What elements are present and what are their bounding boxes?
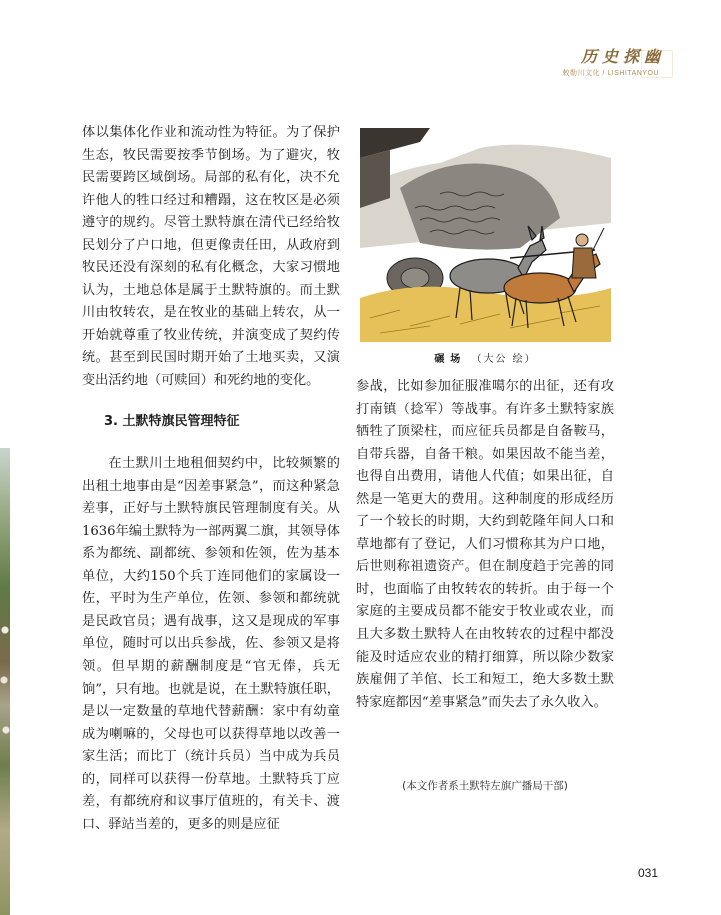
threshing-field-illustration xyxy=(360,128,611,342)
edge-photo-sheep xyxy=(0,610,10,790)
section-heading: 3. 土默特旗民管理特征 xyxy=(104,413,240,429)
column-title: 历史探幽 xyxy=(580,47,665,66)
column-subtitle: 敕勒川文化 / LISHITANYOU xyxy=(562,70,659,77)
right-text-column xyxy=(356,376,614,714)
caption-author: （大公 绘） xyxy=(471,354,537,365)
right-paragraph-1: 参战，比如参加征服准噶尔的出征，还有攻打南镇（捻军）等战事。有许多土默特家族牺牲了顶梁柱，而应征兵员都是自备鞍马，自带兵器，自备干粮。如果因故不能当差，也得自出费用，请他人代值；如果出征，自然是一笔更大的费用。这种制度的形成经历了一个较长的时期，大约到乾隆年间人口和草地都有了登记，人们习惯称其为户口地，后世则称祖遗资产。但在制度趋于完善的同时，也面临了由牧转农的转折。由于每一个家庭的主要成员都不能安于牧业或农业，而且大多数土默特人在由牧转农的过程中都没能及时适应农业的精打细算，所以除少数家族雇佣了羊倌、长工和短工，绝大多数土默特家庭都因“差事紧急”而失去了永久收入。 xyxy=(356,379,614,710)
left-text-column xyxy=(82,122,340,836)
page-number: 031 xyxy=(637,866,658,880)
left-paragraph-1: 体以集体化作业和流动性为特征。为了保护生态，牧民需要按季节倒场。为了避灾，牧民需要跨区域倒场。局部的私有化，决不允许他人的牲口经过和糟蹋，这在牧区是必须遵守的规约。尽管土默特旗在清代已经给牧民划分了户口地，但更像责任田，从政府到牧民还没有深刻的私有化概念，大家习惯地认为，土地总体是属于土默特旗的。而土默川由牧转农，是在牧业的基础上转农，从一开始就尊重了牧业传统，并演变成了契约传统。甚至到民国时期开始了土地买卖，又演变出活约地（可赎回）和死约地的变化。 xyxy=(82,125,340,389)
caption-title: 碾场 xyxy=(434,354,467,365)
illustration-caption xyxy=(360,350,611,365)
author-note: (本文作者系土默特左旗广播局干部) xyxy=(402,780,568,792)
left-paragraph-2: 在土默川土地租佃契约中，比较频繁的出租土地事由是“因差事紧急”，而这种紧急差事，正好与土默特旗民管理制度有关。从1636年编土默特为一部两翼二旗，其领导体系为都统、副都统、参领和佐领，佐为基本单位，大约150个兵丁连同他们的家属设一佐，平时为生产单位，佐领、参领和都统就是民政官员；遇有战事，这又是现成的军事单位，随时可以出兵参战，佐、参领又是将领。但早期的薪酬制度是“官无俸，兵无饷”，只有地。也就是说，在土默特旗任职，是以一定数量的草地代替薪酬：家中有幼童成为喇嘛的，父母也可以获得草地以改善一家生活；而比丁（统计兵员）当中成为兵员的，同样可以获得一份草地。土默特兵丁应差，有都统府和议事厅值班的，有关卡、渡口、驿站当差的，更多的则是应征 xyxy=(82,456,340,832)
